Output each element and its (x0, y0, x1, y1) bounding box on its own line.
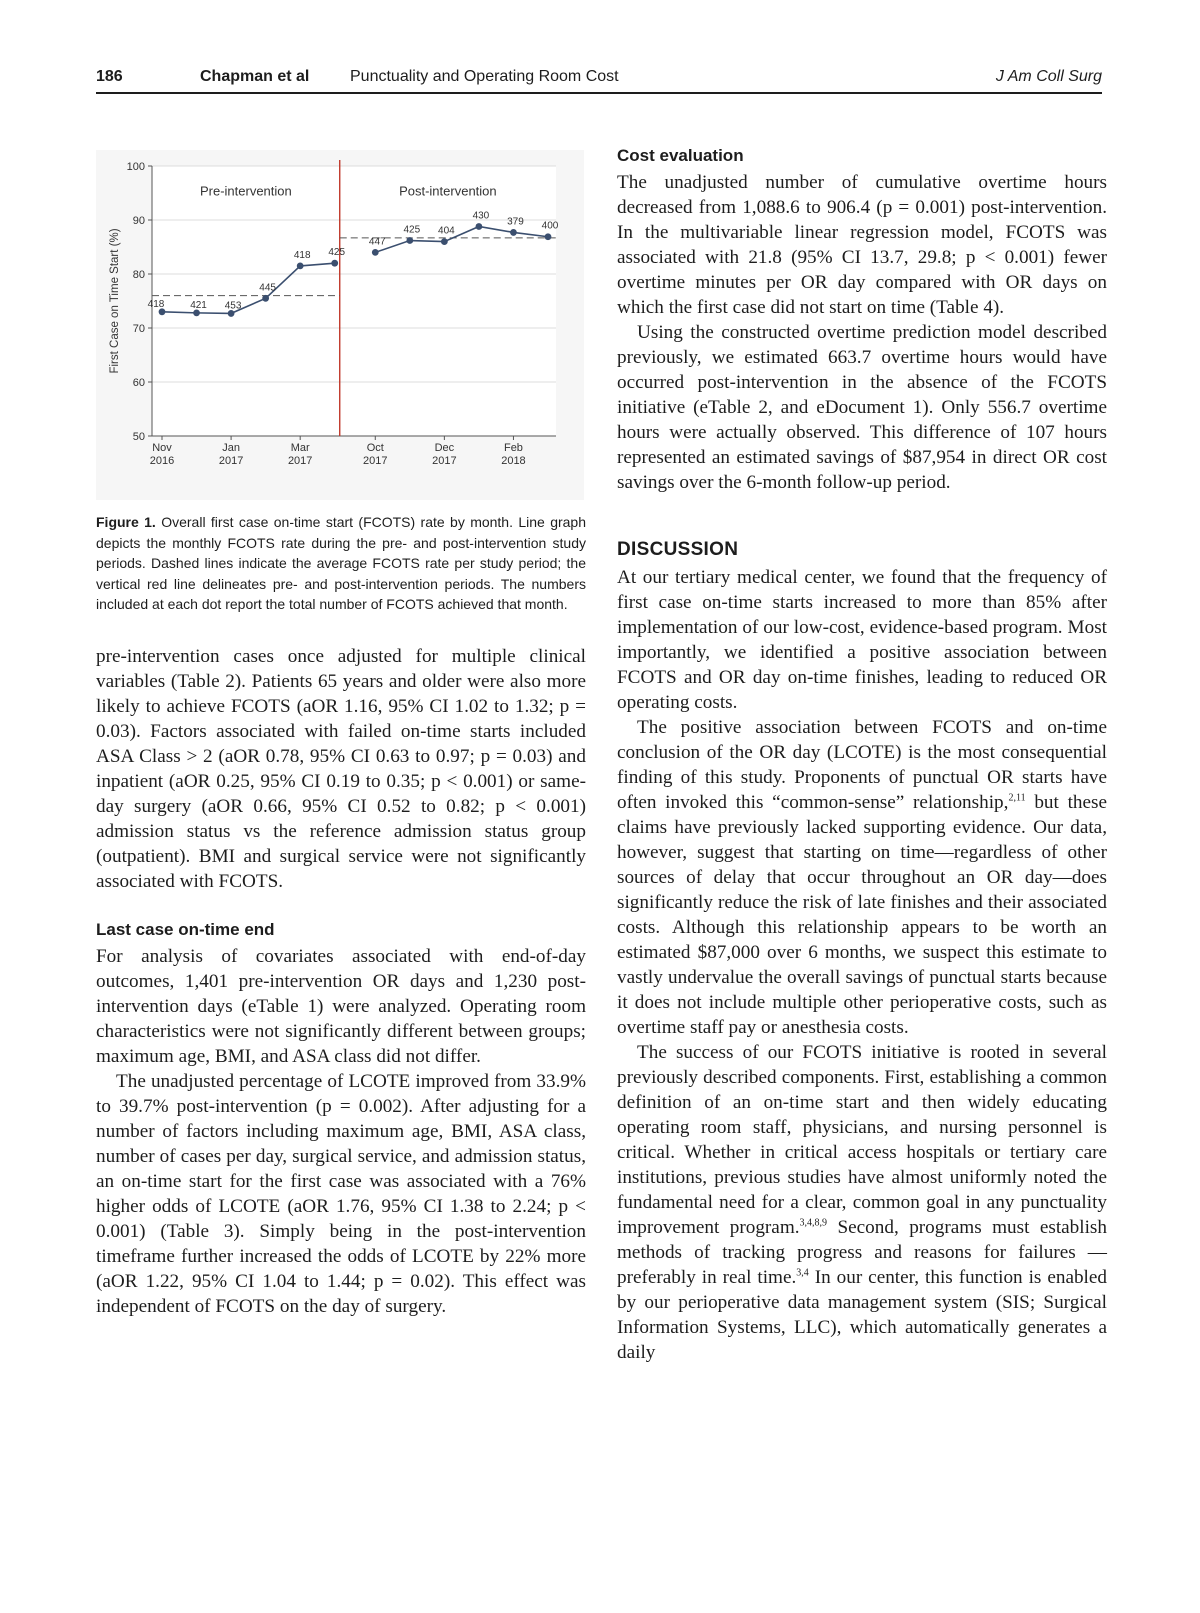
x-tick-label-month: Nov (152, 442, 172, 454)
x-tick-label-year: 2017 (218, 455, 244, 467)
data-label: 445 (259, 282, 276, 294)
paragraph-text: The success of our FCOTS initiative is rooted in several previously described components. First, establishing a common definition of an on-time start and then widely educating operating room staff, physicians, and nursing personnel is critical. Whether in critical access hospitals or tertiary care institutions, previous studies have almost uniformly noted the fundamental need for a clear, common goal in any punctuality improvement program. (617, 1042, 1107, 1238)
paragraph-text: but these claims have previously lacked supporting evidence. Our data, however, suggest that starting on time—regardless of other sources of delay that occur throughout an OR day—does significantly reduce the risk of late finishes and their associated costs. Although this relationship appears to be worth an estimated $87,000 over 6 months, we suspect this estimate to vastly undervalue the overall savings of punctual starts because it does not include multiple other perioperative costs, such as overtime staff pay or anesthesia costs. (617, 792, 1107, 1038)
fcots-line-chart (96, 150, 584, 500)
running-head-authors: Chapman et al (200, 68, 310, 85)
data-label: 421 (190, 299, 207, 311)
data-point (510, 229, 517, 236)
figure-caption-text: Overall first case on-time start (FCOTS) rate by month. Line graph depicts the monthly FCOTS rate during the pre- and post-intervention study periods. Dashed lines indicate the average FCOTS rate per study period; the vertical red line delineates pre- and post-intervention periods. The numbers included at each dot report the total number of FCOTS achieved that month. (96, 514, 586, 612)
paragraph: The unadjusted percentage of LCOTE improved from 33.9% to 39.7% post-intervention (p = 0.002). After adjusting for a number of factors including maximum age, BMI, ASA class, number of cases per day, surgical service, and admission status, an on-time start for the first case was associated with a 76% higher odds of LCOTE (aOR 1.76, 95% CI 1.38 to 2.24; p < 0.001) (Table 3). Simply being in the post-intervention timeframe further increased the odds of LCOTE by 22% more (aOR 1.22, 95% CI 1.04 to 1.44; p = 0.02). This effect was independent of FCOTS on the day of surgery. (96, 1071, 586, 1317)
y-tick-label: 100 (126, 161, 145, 173)
x-tick-label-year: 2017 (363, 455, 388, 467)
running-head (96, 66, 1102, 94)
x-tick-label-month: Jan (222, 442, 240, 454)
paragraph: The unadjusted number of cumulative overtime hours decreased from 1,088.6 to 906.4 (p = 0.001) post-intervention. In the multivariable linear regression model, FCOTS was associated with 21.8 (95% CI 13.7, 29.8; p < 0.001) fewer overtime minutes per OR day compared with OR days on which the first case did not start on time (Table 4). (617, 172, 1107, 318)
data-point (262, 295, 269, 302)
x-tick-label-month: Oct (366, 442, 384, 454)
x-tick-label-month: Dec (434, 442, 455, 454)
data-label: 418 (147, 298, 165, 310)
citation: 3,4,8,9 (799, 1217, 828, 1229)
paragraph-text: Second, programs must establish methods of tracking progress and reasons for failures — preferably in real time. (617, 1217, 1107, 1288)
paragraph-text: The positive association between FCOTS and on-time conclusion of the OR day (LCOTE) is the most consequential finding of this study. Proponents of punctual OR starts have often invoked this “common-sense” relationship, (617, 717, 1107, 813)
data-point (297, 263, 304, 270)
right-column (617, 146, 1107, 1365)
data-label: 453 (224, 300, 242, 312)
paragraph-text: In our center, this function is enabled by our perioperative data management system (SIS; Surgical Information Systems, LLC), which automatically generates a daily (617, 1267, 1107, 1363)
data-label: 447 (368, 236, 386, 248)
page-number: 186 (96, 68, 123, 85)
data-point (372, 249, 379, 256)
left-column (96, 644, 586, 1319)
x-tick-label-year: 2017 (287, 455, 313, 467)
data-label: 425 (328, 247, 346, 259)
paragraph: pre-intervention cases once adjusted for multiple clinical variables (Table 2). Patients 65 years and older were also more likely to achieve FCOTS (aOR 1.16, 95% CI 1.02 to 1.32; p = 0.03). Factors associated with failed on-time starts included ASA Class > 2 (aOR 0.78, 95% CI 0.63 to 0.97; p = 0.03) and inpatient (aOR 0.25, 95% CI 0.19 to 0.35; p < 0.001) or same-day surgery (aOR 0.66, 95% CI 0.52 to 0.82; p < 0.001) admission status vs the reference admission status group (outpatient). BMI and surgical service were not significantly associated with FCOTS. (96, 646, 586, 892)
x-tick-label-year: 2016 (149, 455, 175, 467)
data-label: 400 (541, 220, 559, 232)
region-label-post: Post-intervention (399, 183, 497, 199)
section-heading-discussion: DISCUSSION (617, 539, 739, 560)
paragraph: For analysis of covariates associated with end-of-day outcomes, 1,401 pre-intervention OR days and 1,230 post-intervention days (eTable 1) were analyzed. Operating room characteristics were not significantly different between groups; maximum age, BMI, and ASA class did not differ. (96, 946, 586, 1067)
y-tick-label: 50 (132, 431, 145, 443)
data-label: 404 (438, 225, 455, 237)
data-point (331, 260, 338, 267)
y-tick-label: 60 (132, 377, 145, 389)
x-tick-label-year: 2018 (501, 455, 526, 467)
paragraph: Using the constructed overtime prediction model described previously, we estimated 663.7 overtime hours would have occurred post-intervention in the absence of the FCOTS initiative (eTable 2, and eDocument 1). Only 556.7 overtime hours were actually observed. This difference of 107 hours represented an estimated savings of $87,954 in direct OR cost savings over the 6-month follow-up period. (617, 322, 1107, 493)
figure-label: Figure 1. (96, 514, 156, 530)
x-tick-label-month: Mar (290, 442, 310, 454)
x-tick-label-year: 2017 (432, 455, 457, 467)
data-label: 430 (472, 210, 490, 222)
journal-name: J Am Coll Surg (995, 68, 1102, 85)
data-label: 379 (507, 216, 524, 228)
subsection-heading-cost: Cost evaluation (617, 146, 744, 165)
data-point (441, 238, 448, 245)
region-label-pre: Pre-intervention (199, 183, 292, 199)
citation: 2,11 (1008, 792, 1026, 804)
figure-caption (96, 512, 586, 615)
plot-area (152, 166, 556, 436)
data-label: 425 (403, 224, 421, 236)
citation: 3,4 (796, 1267, 809, 1279)
subsection-heading-last-case: Last case on-time end (96, 920, 275, 939)
y-tick-label: 90 (132, 215, 145, 227)
y-tick-label: 70 (132, 323, 145, 335)
data-point (545, 233, 552, 240)
paragraph (617, 1040, 1107, 1365)
running-head-title: Punctuality and Operating Room Cost (350, 68, 619, 85)
paragraph: At our tertiary medical center, we found that the frequency of first case on-time starts increased to more than 85% after implementation of our low-cost, evidence-based program. Most importantly, we identified a positive association between FCOTS and OR day on-time finishes, leading to reduced OR operating costs. (617, 567, 1107, 713)
x-tick-label-month: Feb (503, 442, 523, 454)
data-point (406, 237, 413, 244)
y-axis-label: First Case on Time Start (%) (109, 228, 121, 374)
figure-1 (96, 150, 584, 500)
data-label: 418 (293, 249, 311, 261)
paragraph (617, 715, 1107, 1040)
y-tick-label: 80 (132, 269, 145, 281)
data-point (476, 223, 483, 230)
